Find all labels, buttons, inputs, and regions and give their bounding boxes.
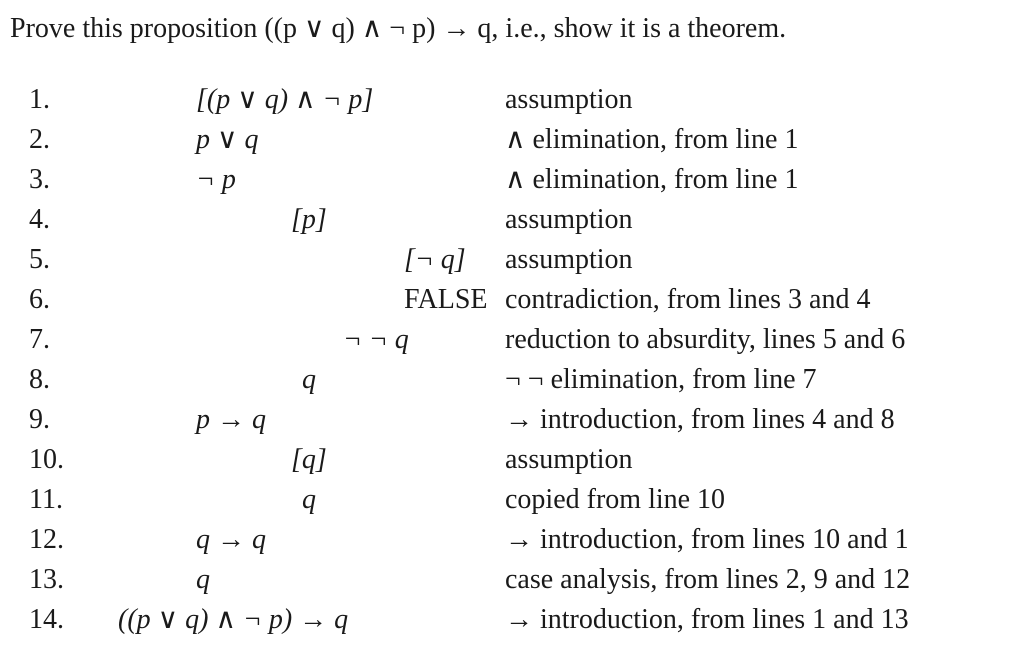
formula: q → q [196, 524, 266, 555]
justification: ¬ ¬ elimination, from line 7 [505, 364, 817, 395]
proof-row [0, 282, 1024, 322]
formula: ¬ ¬ q [343, 324, 409, 355]
proof-table [0, 82, 1024, 642]
justification: assumption [505, 444, 633, 475]
line-number: 6. [29, 284, 50, 315]
line-number: 11. [29, 484, 63, 515]
justification: ∧ elimination, from line 1 [505, 164, 799, 195]
justification: ∧ elimination, from line 1 [505, 124, 799, 155]
proof-row [0, 242, 1024, 282]
justification: assumption [505, 84, 633, 115]
formula: ¬ p [196, 164, 236, 195]
line-number: 13. [29, 564, 64, 595]
justification: → introduction, from lines 1 and 13 [505, 604, 909, 635]
proof-row [0, 162, 1024, 202]
proof-row [0, 482, 1024, 522]
formula: [(p ∨ q) ∧ ¬ p] [196, 84, 374, 115]
justification: → introduction, from lines 4 and 8 [505, 404, 895, 435]
formula: p ∨ q [196, 124, 259, 155]
proof-row [0, 442, 1024, 482]
line-number: 1. [29, 84, 50, 115]
line-number: 9. [29, 404, 50, 435]
justification: case analysis, from lines 2, 9 and 12 [505, 564, 911, 595]
line-number: 10. [29, 444, 64, 475]
justification: assumption [505, 204, 633, 235]
proof-row [0, 202, 1024, 242]
line-number: 7. [29, 324, 50, 355]
formula: [¬ q] [404, 244, 466, 275]
proof-row [0, 522, 1024, 562]
proof-row [0, 322, 1024, 362]
formula: FALSE [404, 284, 488, 315]
proof-row [0, 82, 1024, 122]
line-number: 2. [29, 124, 50, 155]
line-number: 12. [29, 524, 64, 555]
proof-row [0, 402, 1024, 442]
proof-row [0, 122, 1024, 162]
line-number: 14. [29, 604, 64, 635]
justification: assumption [505, 244, 633, 275]
formula: q [302, 484, 316, 515]
line-number: 5. [29, 244, 50, 275]
line-number: 4. [29, 204, 50, 235]
formula: q [302, 364, 316, 395]
justification: contradiction, from lines 3 and 4 [505, 284, 871, 315]
proof-row [0, 562, 1024, 602]
formula: q [196, 564, 210, 595]
formula: [p] [291, 204, 327, 235]
justification: → introduction, from lines 10 and 1 [505, 524, 909, 555]
formula: [q] [291, 444, 327, 475]
formula: p → q [196, 404, 266, 435]
line-number: 8. [29, 364, 50, 395]
justification: reduction to absurdity, lines 5 and 6 [505, 324, 906, 355]
proof-row [0, 362, 1024, 402]
proof-row [0, 602, 1024, 642]
page-title: Prove this proposition ((p ∨ q) ∧ ¬ p) → q, i.e., show it is a theorem. [10, 13, 787, 44]
justification: copied from line 10 [505, 484, 726, 515]
line-number: 3. [29, 164, 50, 195]
formula: ((p ∨ q) ∧ ¬ p) → q [118, 604, 349, 635]
